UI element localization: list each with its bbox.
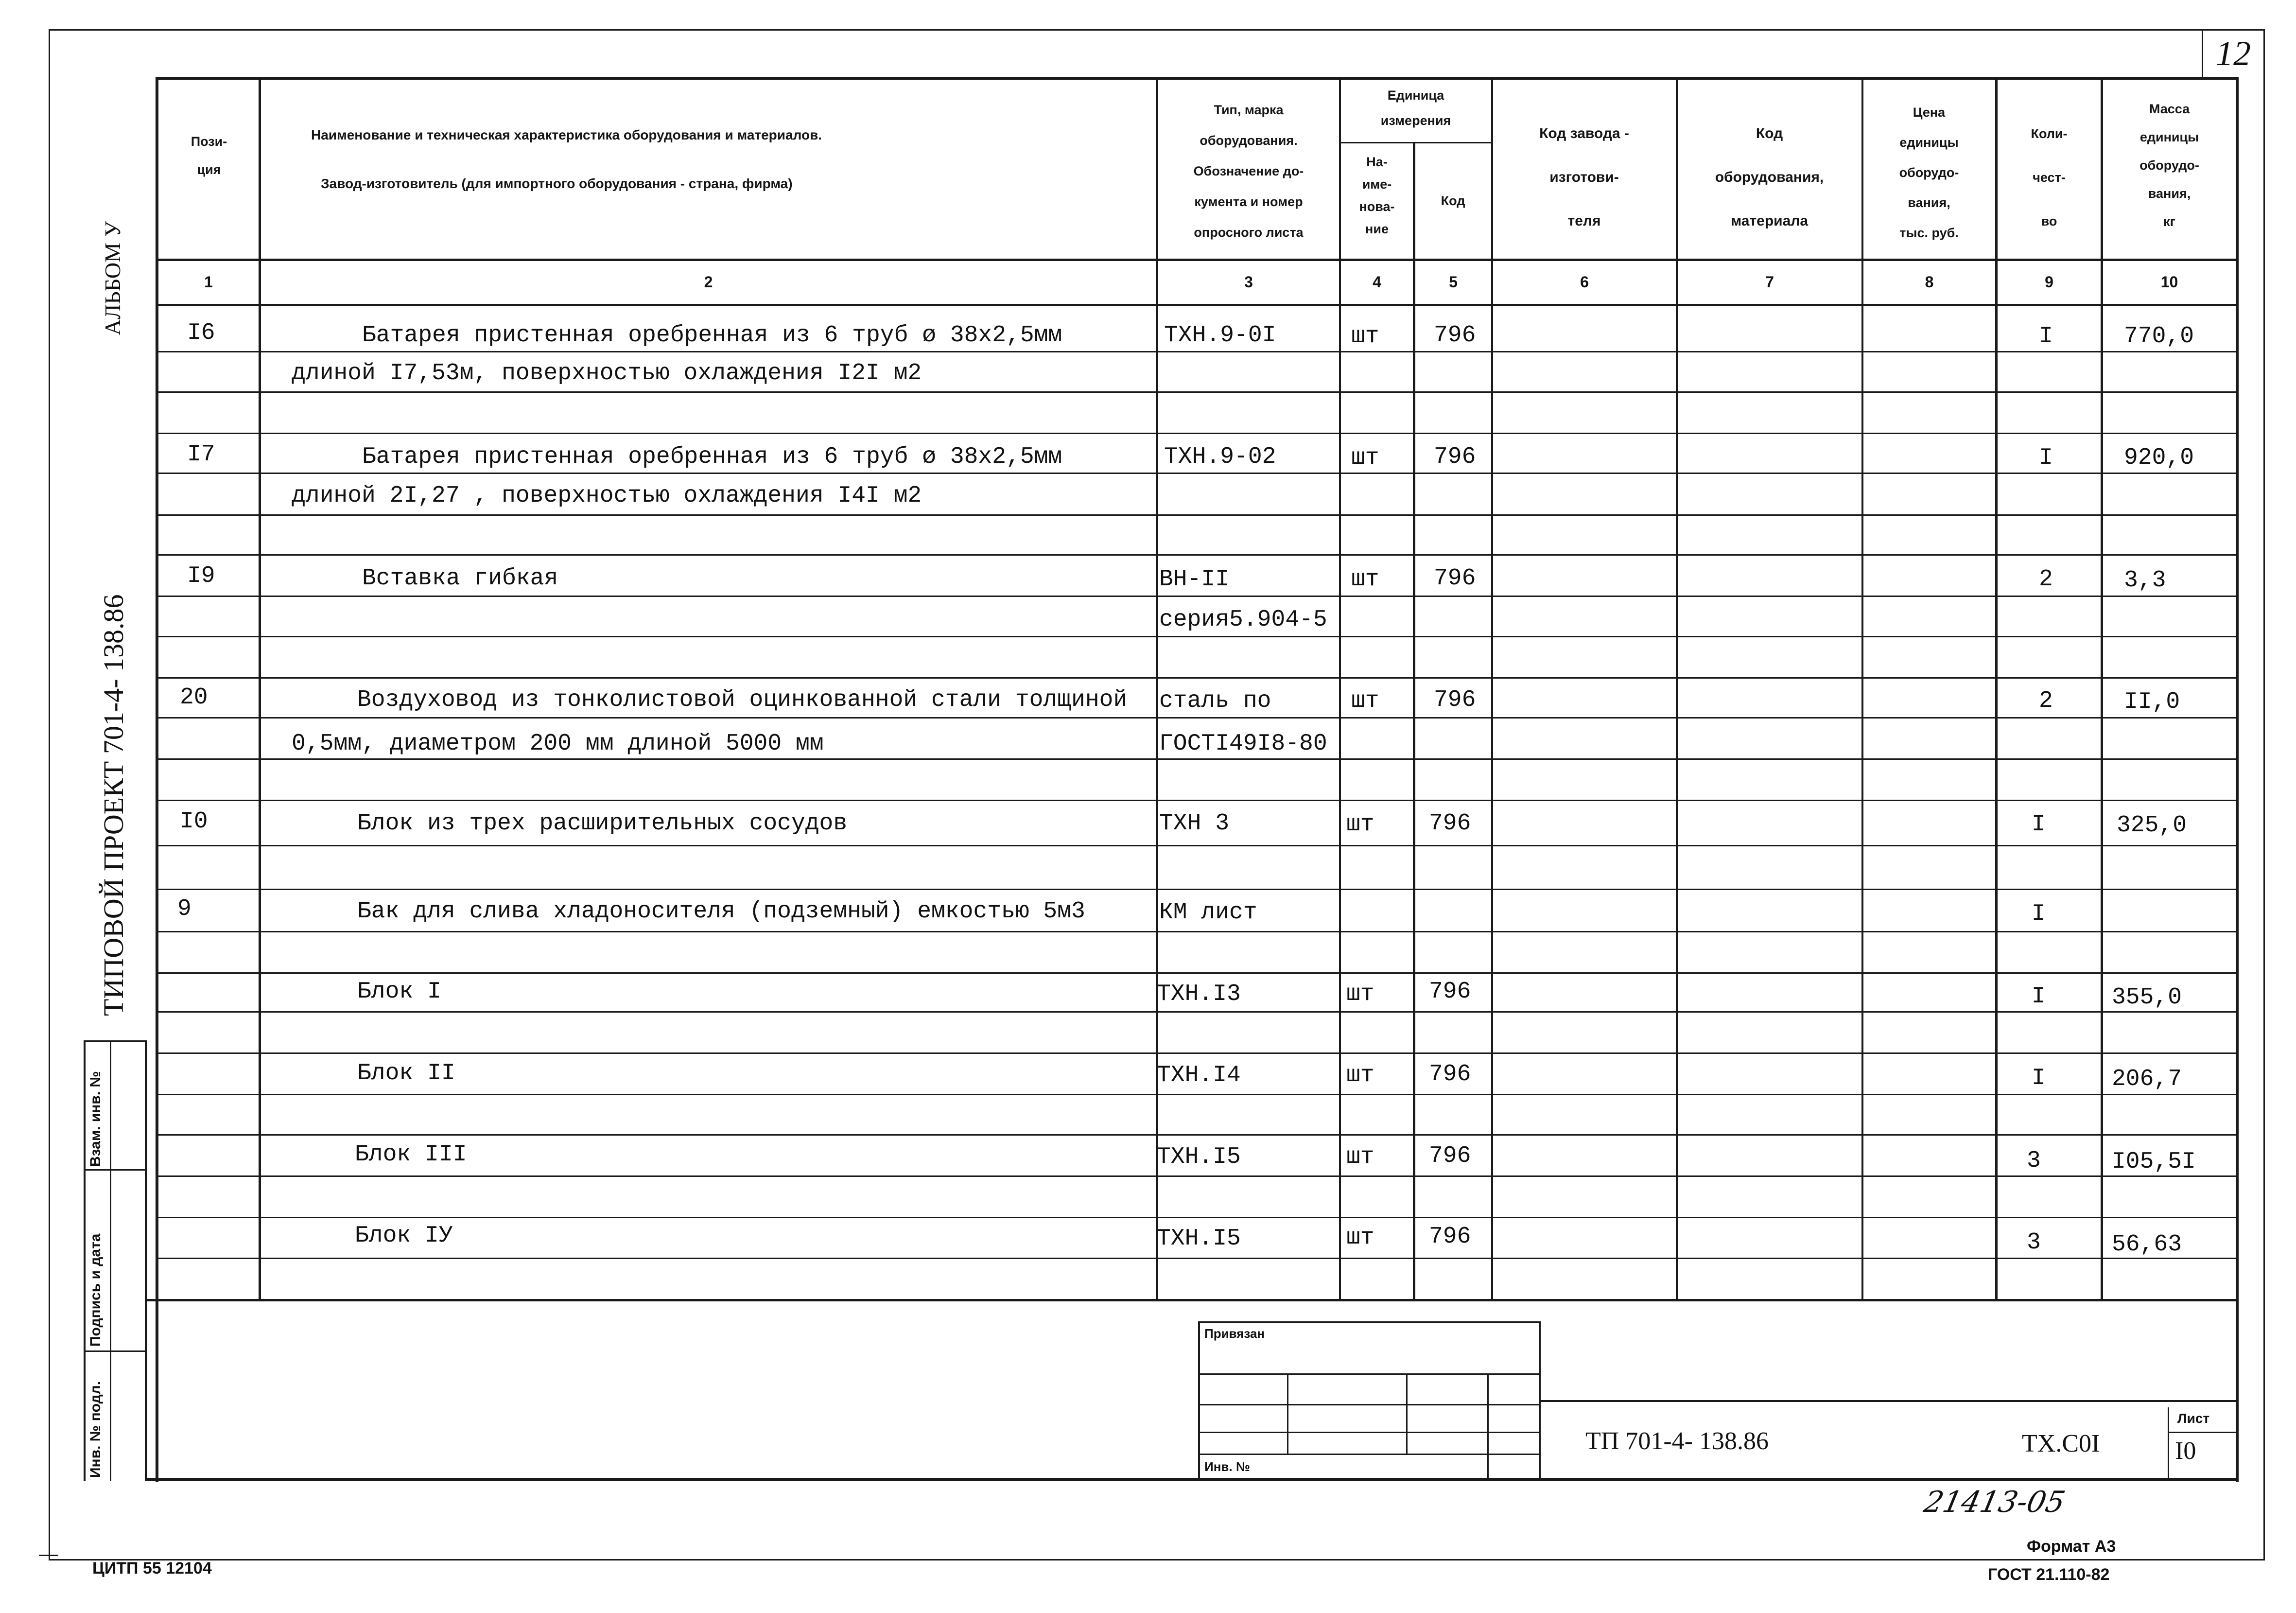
- table-right: [2236, 77, 2239, 1482]
- colnum-3: 3: [1244, 273, 1253, 291]
- row-unit: шт: [1351, 566, 1379, 593]
- corner-sheet-number: 12: [2216, 34, 2251, 73]
- sheet-number: I0: [2175, 1437, 2196, 1465]
- row-code: 796: [1429, 1224, 1471, 1250]
- binding-div-1: [84, 1040, 147, 1042]
- row-mass: 56,63: [2112, 1231, 2182, 1258]
- row-line: [156, 677, 2239, 679]
- row-line: [156, 1052, 2239, 1054]
- row-type: ТХН.9-0I: [1164, 322, 1276, 349]
- row-type-cont: ГОСТI49I8-80: [1159, 731, 1327, 757]
- stamp-box-left: [1198, 1321, 1200, 1481]
- row-name: Блок из трех расширительных сосудов: [357, 810, 848, 837]
- row-mass: 770,0: [2124, 323, 2194, 350]
- header-col8: Цена единицы оборудо- вания, тыс. руб.: [1899, 105, 1959, 240]
- row-unit: шт: [1351, 445, 1379, 471]
- row-code: 796: [1429, 979, 1471, 1005]
- binding-div-2: [84, 1169, 147, 1171]
- row-qty: 2: [2039, 566, 2053, 593]
- header-col10: Масса единицы оборудо- вания, кг: [2139, 102, 2199, 229]
- row-unit: шт: [1346, 1225, 1374, 1251]
- row-type-cont: серия5.904-5: [1159, 607, 1327, 633]
- row-line: [156, 800, 2239, 801]
- row-type: ТХН.9-02: [1164, 444, 1276, 470]
- row-position: 9: [177, 896, 191, 922]
- row-type: ВН-II: [1159, 566, 1230, 593]
- row-line: [156, 433, 2239, 434]
- row-type: КМ лист: [1159, 899, 1257, 926]
- row-line: [156, 351, 2239, 352]
- row-qty: I: [2032, 901, 2046, 927]
- stamp-label-inv: Инв. № подл.: [87, 1381, 104, 1478]
- handwritten-archive-number: 21413-05: [1921, 1485, 2068, 1519]
- stamp-row: [1198, 1404, 1541, 1405]
- header-col7: Код оборудования, материала: [1715, 125, 1824, 229]
- row-qty: I: [2039, 445, 2053, 471]
- outer-frame-left: [49, 29, 50, 1560]
- row-name-cont: длиной I7,53м, поверхностью охлаждения I2I м2: [292, 360, 922, 386]
- sheet-box-mid: [2168, 1432, 2239, 1433]
- doc-mark: ТХ.С0I: [2022, 1430, 2100, 1457]
- album-label: АЛЬБОМ У: [100, 221, 125, 335]
- stamp-privyazan: Привязан: [1204, 1326, 1265, 1341]
- row-line: [156, 1011, 2239, 1013]
- row-code: 796: [1434, 687, 1476, 713]
- row-name: Блок II: [357, 1060, 455, 1087]
- row-qty: 2: [2039, 688, 2053, 714]
- bottom-rule: [39, 1555, 58, 1556]
- doc-block-top: [1541, 1400, 2239, 1402]
- row-qty: I: [2032, 1065, 2046, 1091]
- row-code: 796: [1434, 565, 1476, 592]
- stamp-box-top: [1198, 1321, 1541, 1323]
- row-code: 796: [1429, 1061, 1471, 1087]
- footer-format: Формат А3: [2027, 1537, 2116, 1556]
- stamp-inv-no: Инв. №: [1204, 1459, 1250, 1474]
- row-position: I0: [180, 808, 208, 835]
- row-type: сталь по: [1159, 688, 1271, 714]
- header-col9: Коли- чест- во: [2031, 126, 2068, 228]
- colnum-7: 7: [1765, 273, 1774, 291]
- row-mass: I05,5I: [2112, 1149, 2196, 1175]
- row-position: 20: [180, 684, 208, 711]
- body-bottom: [146, 1299, 2239, 1301]
- header-col4: На- име- нова- ние: [1359, 155, 1395, 236]
- table-top: [156, 77, 2239, 80]
- colnum-4: 4: [1373, 273, 1381, 291]
- row-line: [156, 1217, 2239, 1218]
- row-mass: 3,3: [2124, 567, 2166, 594]
- binding-strip-right: [145, 1040, 147, 1481]
- row-line: [156, 1094, 2239, 1095]
- row-line: [156, 889, 2239, 890]
- row-mass: 206,7: [2112, 1066, 2182, 1092]
- colnum-2: 2: [704, 273, 713, 291]
- colnum-6: 6: [1580, 273, 1589, 291]
- row-mass: II,0: [2124, 689, 2180, 715]
- binding-div-3: [84, 1350, 147, 1352]
- colnum-8: 8: [1925, 273, 1934, 291]
- row-line: [156, 596, 2239, 597]
- stamp-col: [1487, 1373, 1489, 1481]
- outer-frame-top: [49, 29, 2265, 31]
- row-name: Блок III: [355, 1141, 467, 1168]
- stamp-row: [1198, 1373, 1541, 1375]
- colnum-9: 9: [2045, 273, 2053, 291]
- header-col6: Код завода - изготови- теля: [1539, 125, 1629, 229]
- row-position: I9: [187, 563, 215, 589]
- outer-frame-bottom: [49, 1559, 2265, 1560]
- project-label: ТИПОВОЙ ПРОЕКТ 701-4- 138.86: [98, 594, 129, 1016]
- header-col2-line2: Завод-изготовитель (для импортного оборудования - страна, фирма): [321, 176, 793, 191]
- row-unit: шт: [1346, 1062, 1374, 1088]
- row-line: [156, 931, 2239, 932]
- colnum-bottom: [156, 304, 2239, 306]
- row-name: Блок IУ: [355, 1223, 453, 1249]
- row-type: ТХН.I5: [1157, 1226, 1241, 1252]
- row-line: [156, 636, 2239, 637]
- colnum-1: 1: [204, 273, 213, 291]
- sheet-box-left: [2168, 1407, 2169, 1480]
- row-type: ТХН.I4: [1157, 1062, 1241, 1088]
- colnum-5: 5: [1449, 273, 1458, 291]
- header-col3: Тип, марка оборудования. Обозначение до- кумента и номер опросного листа: [1193, 103, 1304, 240]
- header-col5: Код: [1441, 193, 1465, 208]
- row-mass: 355,0: [2112, 984, 2182, 1011]
- footer-left: ЦИТП 55 12104: [92, 1559, 212, 1578]
- binding-inner: [110, 1040, 111, 1481]
- outer-frame-right: [2263, 29, 2265, 1560]
- row-line: [156, 1258, 2239, 1259]
- row-name: Вставка гибкая: [362, 565, 558, 592]
- row-code: 796: [1429, 1143, 1471, 1169]
- row-line: [156, 554, 2239, 556]
- header-unit: Единица измерения: [1380, 88, 1451, 128]
- stamp-row: [1198, 1432, 1541, 1433]
- stamp-label-vzam: Взам. инв. №: [87, 1071, 104, 1167]
- row-mass: 325,0: [2117, 812, 2187, 839]
- row-line: [156, 758, 2239, 760]
- row-name: Батарея пристенная оребренная из 6 труб ø 38х2,5мм: [362, 444, 1062, 470]
- row-name: Батарея пристенная оребренная из 6 труб ø 38х2,5мм: [362, 322, 1062, 349]
- row-line: [156, 514, 2239, 516]
- doc-code: ТП 701-4- 138.86: [1585, 1427, 1769, 1455]
- header-col2-line1: Наименование и техническая характеристика оборудования и материалов.: [311, 127, 822, 142]
- sheet-label: Лист: [2177, 1411, 2210, 1426]
- row-unit: шт: [1346, 1144, 1374, 1170]
- stamp-col: [1406, 1373, 1408, 1454]
- row-qty: 3: [2027, 1148, 2041, 1174]
- col-sep-4: [1413, 143, 1415, 1299]
- row-line: [156, 391, 2239, 393]
- row-name: Бак для слива хладоносителя (подземный) емкостью 5м3: [357, 898, 1085, 925]
- row-code: 796: [1434, 444, 1476, 470]
- footer-gost: ГОСТ 21.110-82: [1988, 1565, 2110, 1584]
- row-line: [156, 972, 2239, 974]
- row-position: I6: [187, 320, 215, 346]
- unit-header-split: [1339, 142, 1491, 143]
- row-name: Блок I: [357, 979, 441, 1005]
- row-line: [156, 845, 2239, 846]
- row-name: Воздуховод из тонколистовой оцинкованной стали толщиной: [357, 687, 1128, 713]
- row-unit: шт: [1351, 323, 1379, 350]
- colnum-10: 10: [2160, 273, 2178, 291]
- table-bottom: [146, 1478, 2239, 1481]
- row-code: 796: [1434, 322, 1476, 349]
- row-position: I7: [187, 441, 215, 468]
- row-unit: шт: [1351, 688, 1379, 714]
- row-qty: I: [2032, 811, 2046, 838]
- row-line: [156, 1175, 2239, 1177]
- stamp-col: [1287, 1373, 1288, 1454]
- row-qty: I: [2032, 983, 2046, 1010]
- row-code: 796: [1429, 810, 1471, 837]
- row-mass: 920,0: [2124, 445, 2194, 471]
- stamp-row: [1198, 1454, 1541, 1455]
- binding-strip-left: [84, 1040, 86, 1481]
- header-col1: Пози- ция: [191, 134, 227, 177]
- row-name-cont: 0,5мм, диаметром 200 мм длиной 5000 мм: [292, 731, 824, 757]
- row-line: [156, 1134, 2239, 1136]
- row-type: ТХН 3: [1159, 810, 1230, 837]
- row-type: ТХН.I5: [1157, 1144, 1241, 1170]
- row-qty: I: [2039, 323, 2053, 350]
- row-line: [156, 473, 2239, 474]
- corner-box-left: [2202, 29, 2203, 78]
- row-type: ТХН.I3: [1157, 981, 1241, 1007]
- row-unit: шт: [1346, 981, 1374, 1007]
- row-line: [156, 717, 2239, 719]
- row-unit: шт: [1346, 811, 1374, 838]
- row-qty: 3: [2027, 1229, 2041, 1256]
- row-name-cont: длиной 2I,27 , поверхностью охлаждения I4I м2: [292, 483, 922, 509]
- stamp-label-podpis: Подпись и дата: [87, 1233, 104, 1347]
